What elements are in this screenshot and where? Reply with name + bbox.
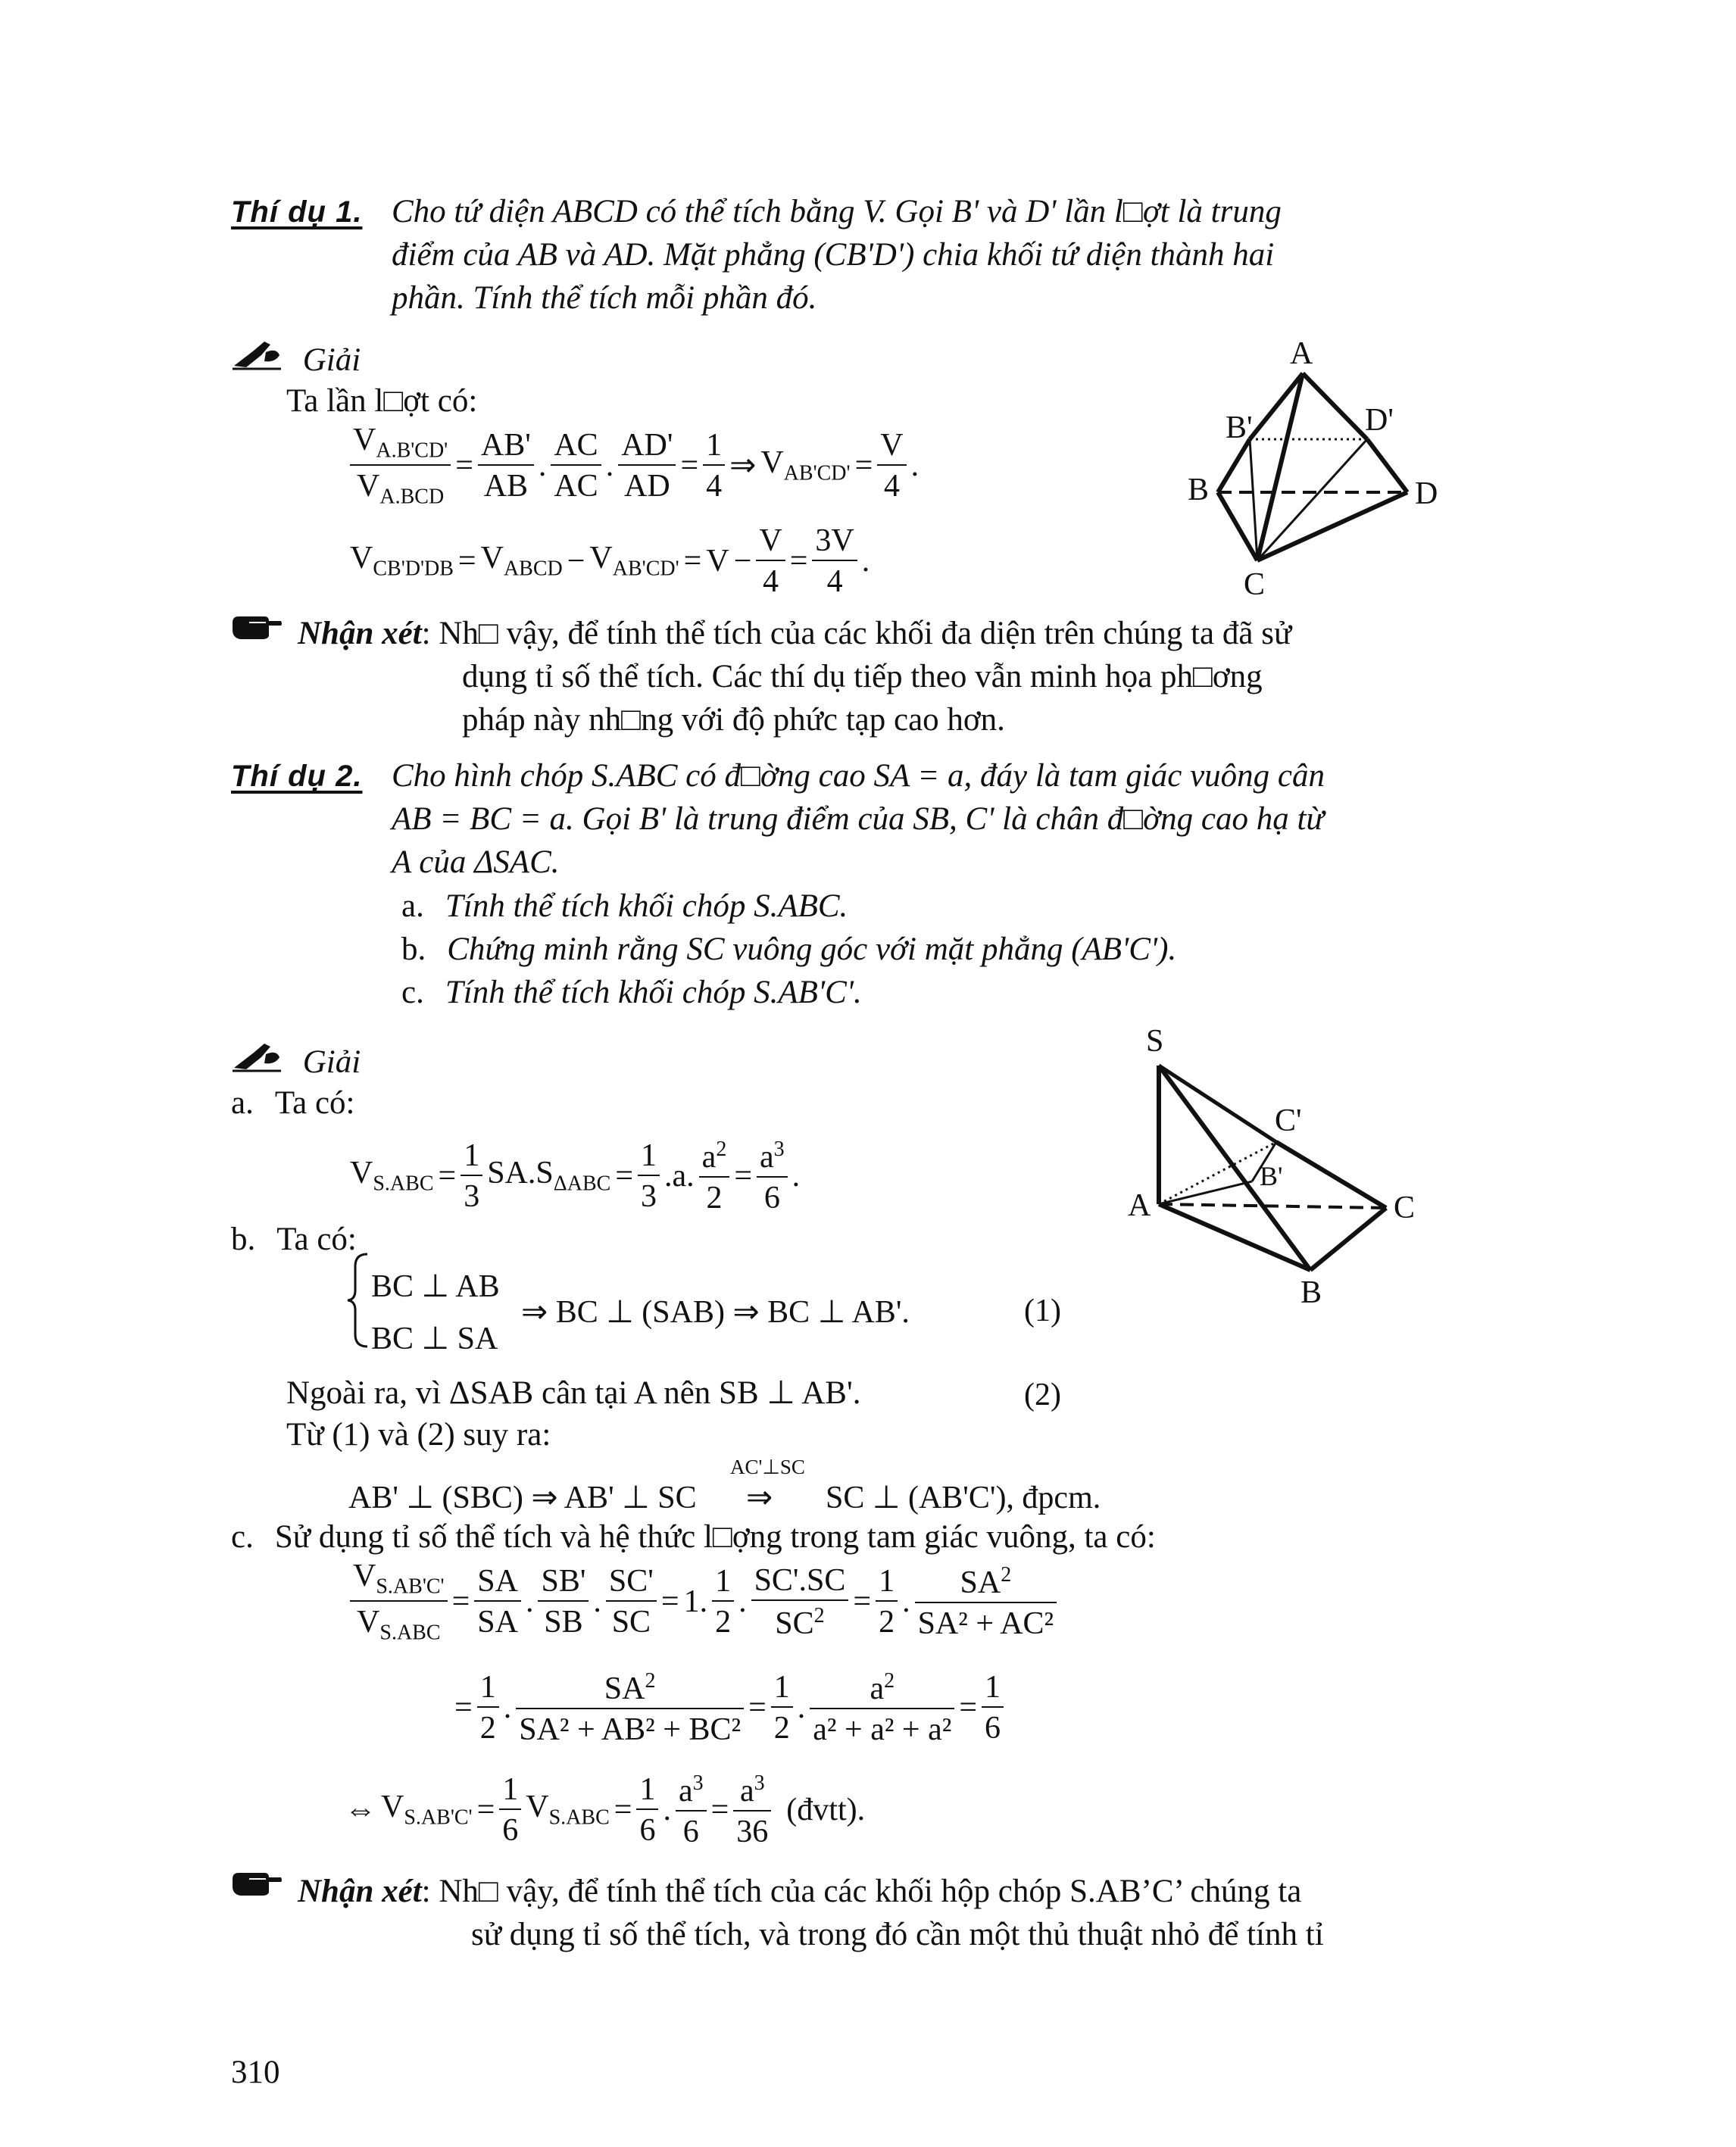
example1-equation2: $V_{CB'D'DB}$ = $V_{ABCD}$ − $V_{AB'CD'}$ = V − $\frac{V}{4}$ = $\frac{3V}{4}$ . [350, 523, 870, 599]
example1-solution [231, 337, 361, 376]
example1-intro: Ta lần l□ợt có: [286, 383, 478, 419]
tetrahedron-abcd-figure [1166, 333, 1469, 606]
example2-problem-line1: Cho hình chóp S.ABC có đ□ờng cao SA = a, đáy là tam giác vuông cân [392, 758, 1325, 794]
page-number: 310 [231, 2055, 280, 2090]
label-d: D [1415, 476, 1438, 511]
pointing-hand-icon [231, 612, 284, 642]
example2-remark-line1: Nhận xét: Nh□ vậy, để tính thể tích của các khối hộp chóp S.AB’C’ chúng ta [298, 1874, 1302, 1909]
example2-item-a: a. Tính thể tích khối chóp S.ABC. [401, 888, 848, 924]
example2-remark-label: Nhận xét [298, 1874, 422, 1909]
example2-part-c-equation3: ⇔ $V_{S.AB'C'}$ = $\frac{1}{6}$ $V_{S.ABC}$ = $\frac{1}{6}$ . $\frac{a^3}{6}$ = $\frac{a^3}{36}$ (đvtt). [345, 1771, 866, 1849]
edge-a-cp-hidden [1159, 1142, 1276, 1204]
example2-part-a-equation: $V_{S.ABC}$ = $\frac{1}{3}$ $SA.S_{\Delta ABC}$ = $\frac{1}{3}$ .a. $\frac{a^2}{2}$ = $\frac{a^3}{6}$ . [350, 1137, 801, 1215]
equation-number-2: (2) [1024, 1378, 1061, 1412]
example1-remark-line3: pháp này nh□ng với độ phức tạp cao hơn. [462, 702, 1005, 738]
example2-item-c: c. Tính thể tích khối chóp S.AB'C'. [401, 975, 862, 1010]
edge-b-bp [1218, 439, 1250, 492]
writing-hand-icon [231, 1039, 284, 1072]
label-s: S [1146, 1024, 1164, 1059]
label-a: A [1290, 336, 1313, 371]
example1-remark-label: Nhận xét [298, 616, 422, 651]
edge-bc [1218, 492, 1257, 560]
label-b: B [1188, 473, 1210, 507]
label-b: B [1300, 1275, 1322, 1310]
system-brace [345, 1251, 375, 1350]
edge-cp-c [1276, 1142, 1386, 1208]
example2-part-b-intro: b. Ta có: [231, 1222, 357, 1257]
example2-part-b-line4b: SC ⊥ (AB'C'), đpcm. [826, 1481, 1101, 1515]
example2-part-c-equation2: = $\frac{1}{2}$ . $\frac{SA^2}{\text{SA² + AB² + BC²}}$ = $\frac{1}{2}$ . $\frac{a^2}{\text{a² + a² + a²}}$ = $\frac{1}{6}$ [454, 1666, 1008, 1749]
edge-cb [1310, 1208, 1386, 1270]
example2-part-c-equation1: $\frac{V_{S.AB'C'}}{V_{S.ABC}}$ = $\frac{SA}{SA}$ . $\frac{SB'}{SB}$ . $\frac{SC'}{SC}$ = 1. $\frac{1}{2}$ . $\frac{SC'.SC}{SC^2}$ = $\frac{1}{2}$ . $\frac{SA^2}{\text{SA² + AC²}}$ [350, 1560, 1061, 1643]
arrow-condition: AC'⊥SC [730, 1456, 805, 1478]
edge-a-bp [1159, 1181, 1252, 1204]
example1-problem-line1: Cho tứ diện ABCD có thể tích bằng V. Gọi B' và D' lần l□ợt là trung [392, 194, 1282, 229]
label-bp: B' [1226, 410, 1253, 445]
example2-part-b-line2: Ngoài ra, vì ΔSAB cân tại A nên SB ⊥ AB'. [286, 1375, 861, 1411]
label-c: C [1394, 1191, 1416, 1225]
implies-arrow: ⇒ [746, 1481, 773, 1515]
example1-equation1: $\frac{V_{A.B'CD'}}{V_{A.BCD}}$ = $\frac{AB'}{AB}$ . $\frac{AC}{AC}$ . $\frac{AD'}{AD}$ = $\frac{1}{4}$ ⇒ $V_{AB'CD'}$ = $\frac{V}{4}$ . [350, 424, 923, 507]
example2-part-c-intro: c. Sử dụng tỉ số thể tích và hệ thức l□ợng trong tam giác vuông, ta có: [231, 1519, 1156, 1555]
edge-ac-hidden [1159, 1204, 1386, 1208]
example2-heading: Thí dụ 2. [231, 760, 363, 793]
edge-s-cp [1159, 1066, 1276, 1142]
pointing-hand-icon [231, 1868, 284, 1899]
label-dp: D' [1365, 403, 1394, 438]
edge-dp-d [1367, 439, 1407, 492]
pyramid-sabc-figure [1117, 1019, 1443, 1314]
example1-heading: Thí dụ 1. [231, 195, 363, 229]
label-cp: C' [1275, 1103, 1302, 1138]
equation-number-1: (1) [1024, 1294, 1061, 1328]
edge-bp-c [1250, 439, 1257, 560]
system-line2: BC ⊥ SA [371, 1322, 498, 1356]
label-c: C [1244, 567, 1266, 602]
example2-part-b-line3: Từ (1) và (2) suy ra: [286, 1417, 551, 1453]
example2-problem-line2: AB = BC = a. Gọi B' là trung điểm của SB, C' là chân đ□ờng cao hạ từ [392, 801, 1324, 837]
example2-problem-line3: A của ΔSAC. [392, 844, 560, 880]
system-line1: BC ⊥ AB [371, 1269, 500, 1304]
example1-remark-line2: dụng tỉ số thể tích. Các thí dụ tiếp theo vẫn minh họa ph□ơng [462, 659, 1263, 694]
edge-dc [1257, 492, 1407, 560]
writing-hand-icon [231, 337, 284, 370]
example1-problem-line3: phần. Tính thể tích mỗi phần đó. [392, 280, 817, 316]
example2-remark-line2: sử dụng tỉ số thể tích, và trong đó cần một thủ thuật nhỏ để tính tỉ [471, 1917, 1324, 1952]
example1-problem-line2: điểm của AB và AD. Mặt phẳng (CB'D') chia khối tứ diện thành hai [392, 237, 1275, 273]
example2-solution-label: Giải [302, 1044, 361, 1080]
edge-ad [1303, 373, 1367, 439]
example2-item-b: b. Chứng minh rằng SC vuông góc với mặt phẳng (AB'C'). [401, 932, 1177, 967]
label-bp: B' [1260, 1161, 1283, 1191]
system-conclusion: ⇒ BC ⊥ (SAB) ⇒ BC ⊥ AB'. [521, 1295, 910, 1330]
example1-solution-label: Giải [302, 342, 361, 378]
example1-remark-line1: Nhận xét: Nh□ vậy, để tính thể tích của các khối đa diện trên chúng ta đã sử [298, 616, 1292, 651]
example2-part-b-line4a: AB' ⊥ (SBC) ⇒ AB' ⊥ SC [348, 1481, 697, 1515]
label-a: A [1128, 1188, 1151, 1223]
example2-solution [231, 1039, 361, 1078]
example2-part-a-intro: a. Ta có: [231, 1085, 355, 1121]
